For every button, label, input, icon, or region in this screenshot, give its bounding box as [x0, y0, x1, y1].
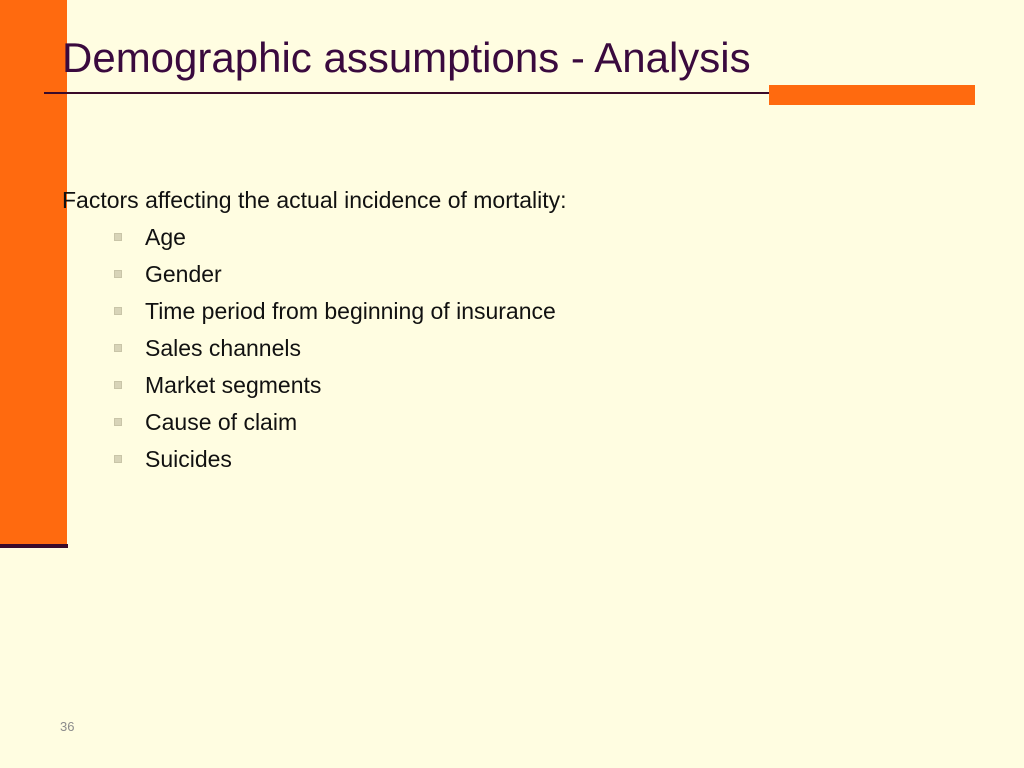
list-item-label: Time period from beginning of insurance — [145, 298, 556, 324]
list-item-label: Market segments — [145, 372, 322, 398]
list-item-label: Sales channels — [145, 335, 301, 361]
list-item — [62, 259, 962, 296]
square-bullet-icon — [114, 381, 122, 389]
list-item — [62, 370, 962, 407]
intro-text: Factors affecting the actual incidence of mortality: — [62, 187, 567, 213]
list-item-label: Age — [145, 224, 186, 250]
square-bullet-icon — [114, 344, 122, 352]
slide-content — [62, 185, 962, 481]
square-bullet-icon — [114, 233, 122, 241]
left-accent-bar — [0, 0, 67, 545]
list-item-label: Cause of claim — [145, 409, 298, 435]
list-item — [62, 296, 962, 333]
square-bullet-icon — [114, 455, 122, 463]
list-item-label: Gender — [145, 261, 222, 287]
list-item — [62, 333, 962, 370]
list-item-label: Suicides — [145, 446, 232, 472]
list-item — [62, 407, 962, 444]
square-bullet-icon — [114, 418, 122, 426]
list-item — [62, 444, 962, 481]
left-accent-underline — [0, 544, 68, 548]
title-accent-bar — [769, 85, 975, 105]
square-bullet-icon — [114, 307, 122, 315]
list-item — [62, 222, 962, 259]
factor-list — [62, 222, 962, 481]
square-bullet-icon — [114, 270, 122, 278]
slide-number: 36 — [60, 719, 75, 734]
slide-title: Demographic assumptions - Analysis — [62, 34, 751, 81]
